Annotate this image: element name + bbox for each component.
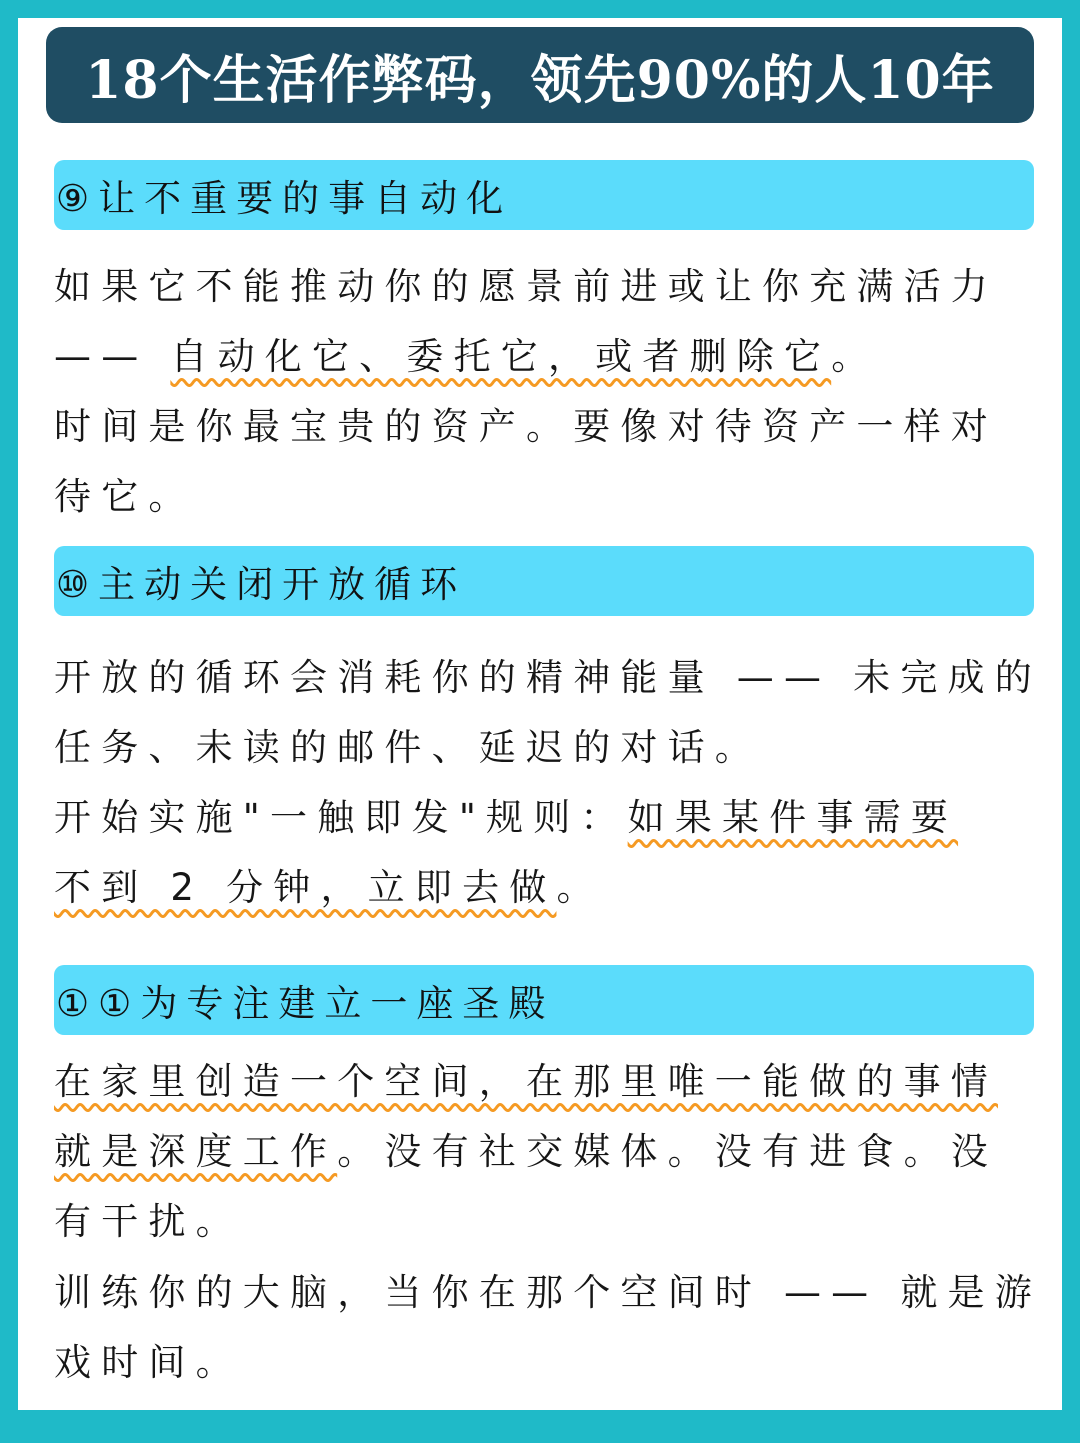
body-text: 时间是你最宝贵的资产。要像对待资产一样对 (54, 405, 998, 448)
body-text: 有干扰。 (54, 1200, 243, 1243)
body-text: 开始实施"一触即发"规则： (54, 796, 628, 839)
body-line (54, 475, 196, 519)
body-line (54, 726, 762, 770)
page-title: 18个生活作弊码，领先90%的人10年 (85, 49, 995, 111)
body-text: 。 (556, 866, 604, 909)
body-line (54, 796, 958, 840)
section-header-10: ⑩主动关闭开放循环 (54, 546, 1034, 616)
body-line (54, 1130, 998, 1174)
body-line (54, 1271, 1042, 1315)
section-header-9: ⑨让不重要的事自动化 (54, 160, 1034, 230)
section-header-11: ①①为专注建立一座圣殿 (54, 965, 1034, 1035)
highlighted-text: 就是深度工作 (54, 1130, 338, 1173)
body-line (54, 1200, 243, 1244)
title-banner (46, 27, 1034, 123)
body-text: 任务、未读的邮件、延迟的对话。 (54, 726, 762, 769)
body-line (54, 265, 998, 309)
body-line (54, 866, 604, 910)
highlighted-text: 自动化它、委托它，或者删除它 (170, 335, 832, 378)
body-text: 。 (831, 335, 879, 378)
body-text: 开放的循环会消耗你的精神能量 —— 未完成的 (54, 656, 1042, 699)
highlighted-text: 如果某件事需要 (627, 796, 959, 839)
body-text: —— (54, 335, 171, 378)
body-line (54, 405, 998, 449)
highlighted-text: 不到 2 分钟，立即去做 (54, 866, 557, 909)
body-text: 待它。 (54, 475, 196, 518)
body-text: 。没有社交媒体。没有进食。没 (337, 1130, 999, 1173)
body-line (54, 656, 1042, 700)
body-line (54, 1341, 243, 1385)
body-text: 如果它不能推动你的愿景前进或让你充满活力 (54, 265, 998, 308)
body-line (54, 1060, 998, 1104)
body-text: 训练你的大脑，当你在那个空间时 —— 就是游 (54, 1271, 1042, 1314)
highlighted-text: 在家里创造一个空间，在那里唯一能做的事情 (54, 1060, 998, 1103)
body-line (54, 335, 878, 379)
body-text: 戏时间。 (54, 1341, 243, 1384)
